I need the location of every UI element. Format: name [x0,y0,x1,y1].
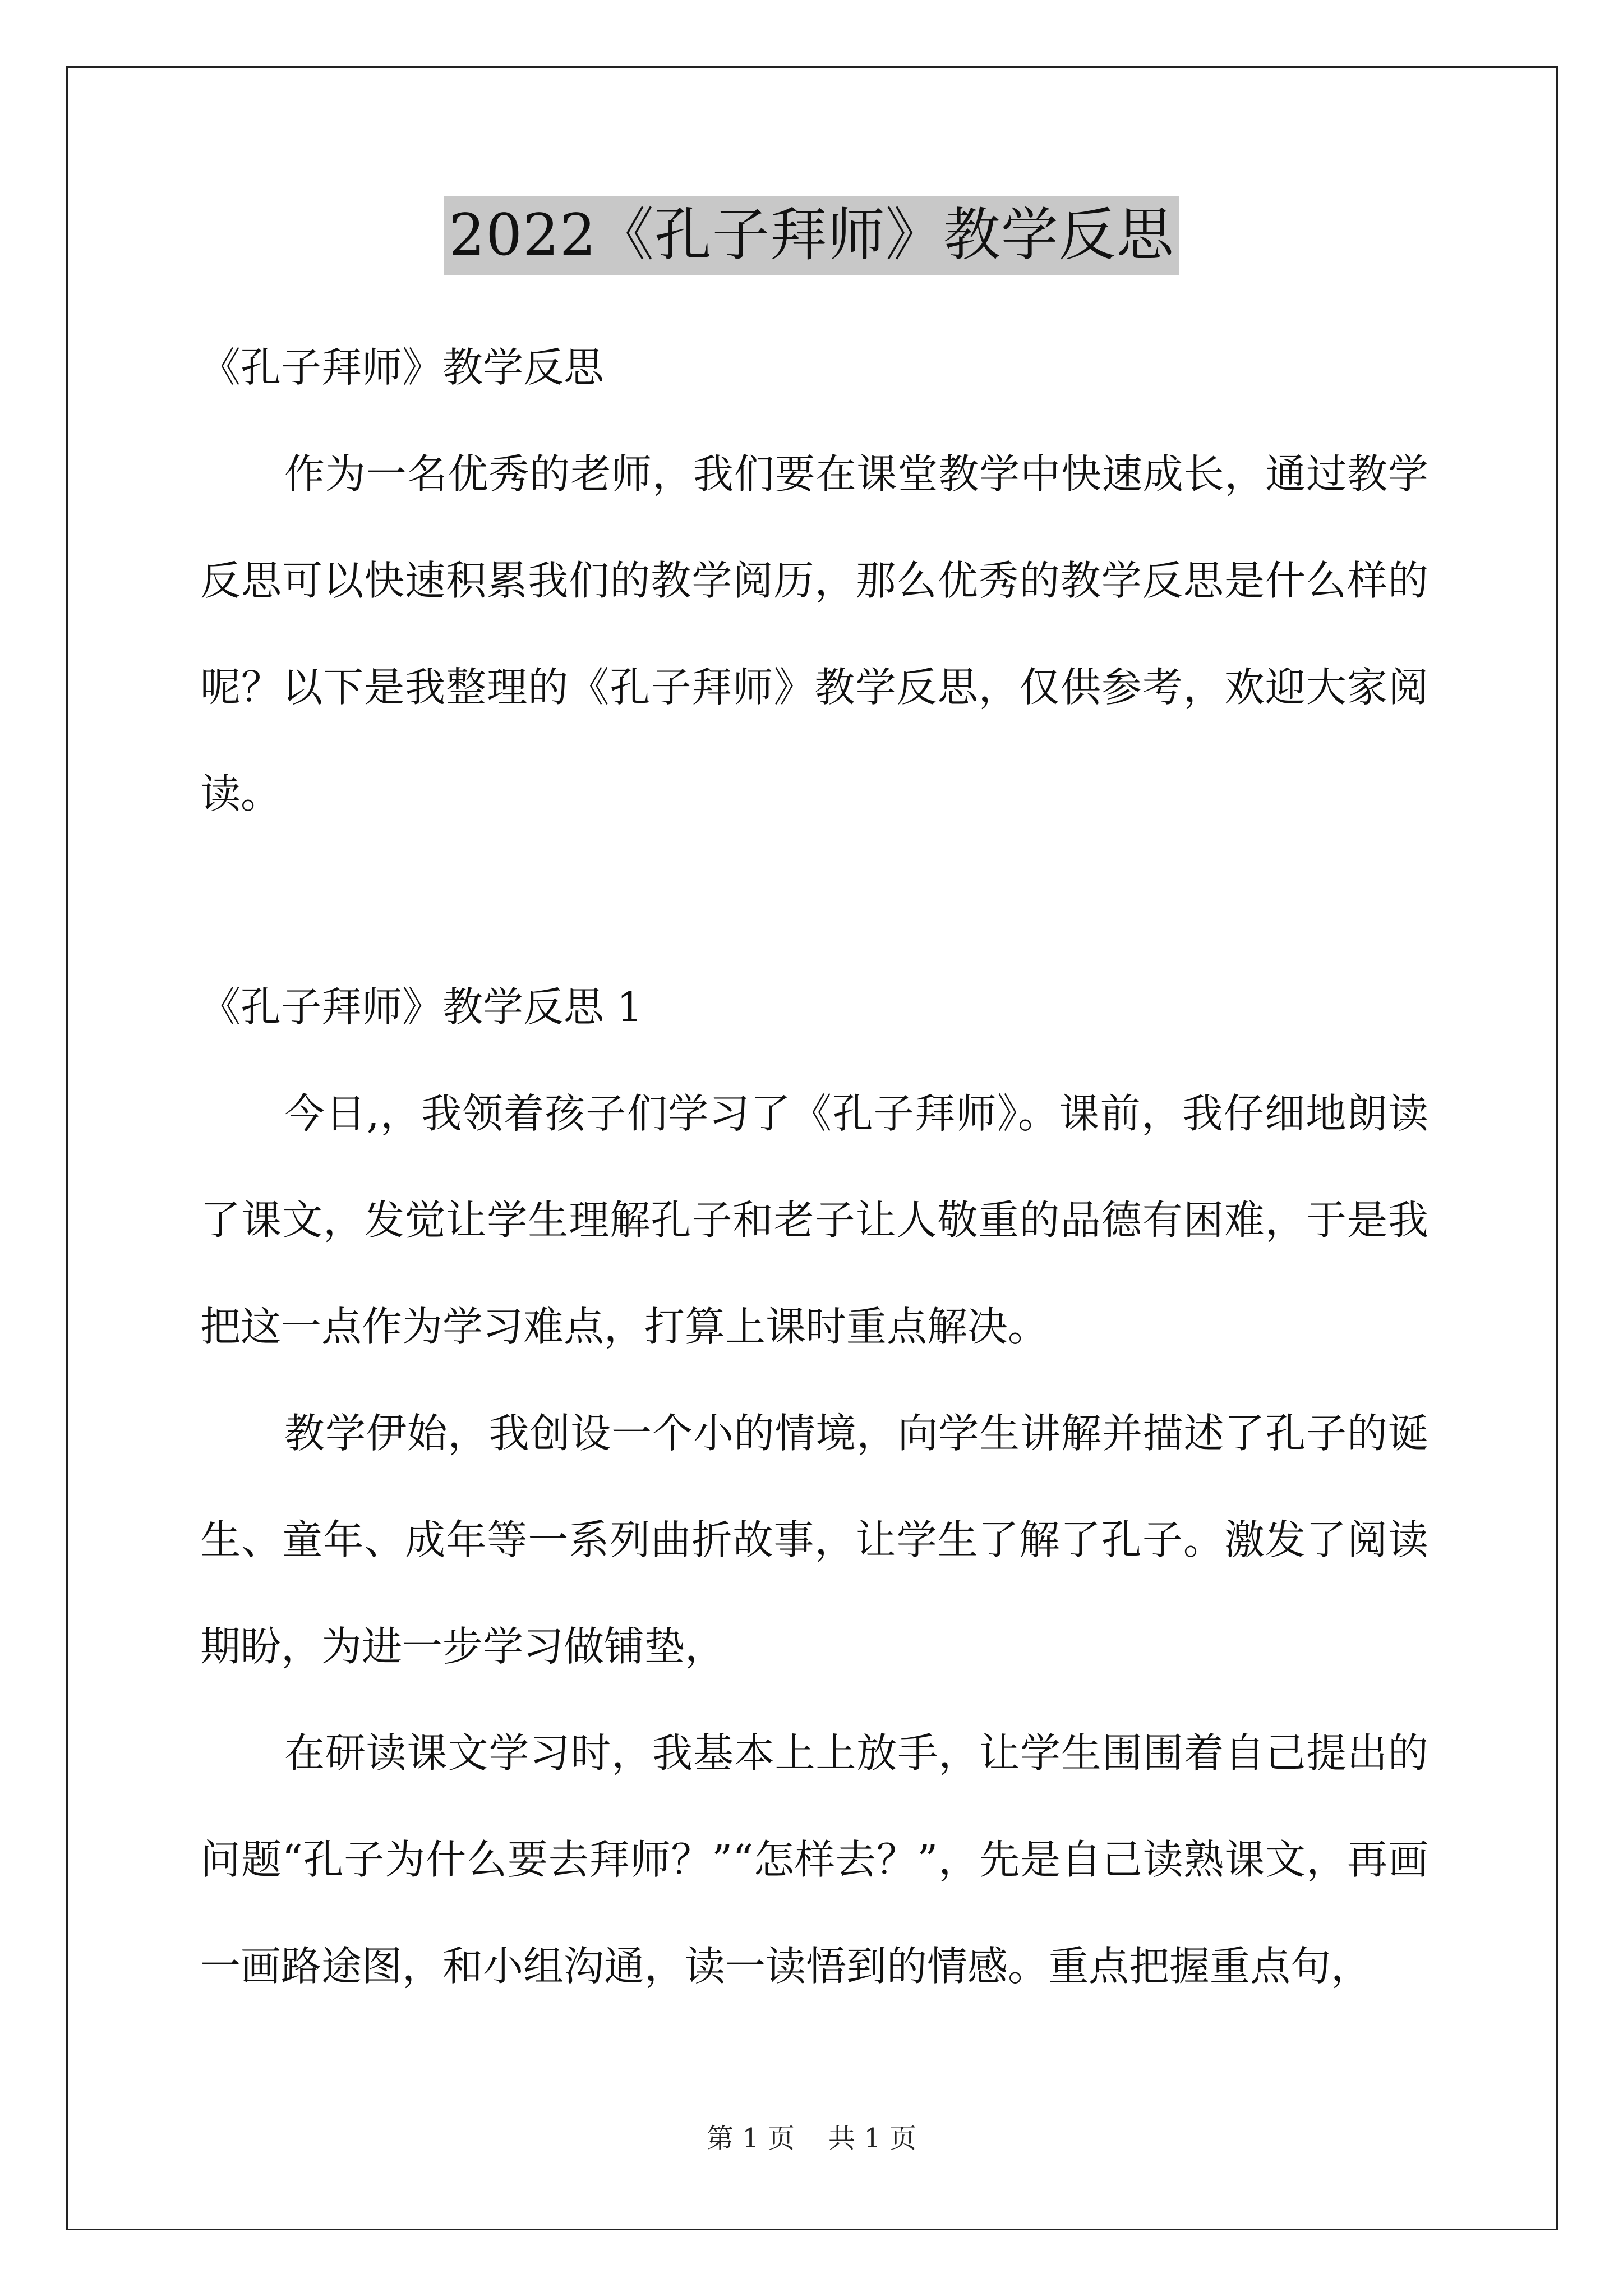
body-paragraph-3: 在研读课文学习时，我基本上上放手，让学生围围着自己提出的问题“孔子为什么要去拜师？”“怎样去？”，先是自己读熟课文，再画一画路途图，和小组沟通，读一读悟到的情感。重点把握重点句， [200,1729,1428,1990]
page-footer [0,2122,1623,2155]
title-container [0,196,1623,275]
section-heading: 《孔子拜师》教学反思 1 [200,983,643,1030]
intro-heading: 《孔子拜师》教学反思 [200,344,605,391]
body-paragraph-1: 今日,，我领着孩子们学习了《孔子拜师》。课前，我仔细地朗读了课文，发觉让学生理解孔子和老子让人敬重的品德有困难，于是我把这一点作为学习难点，打算上课时重点解决。 [200,1090,1428,1350]
intro-paragraph: 作为一名优秀的老师，我们要在课堂教学中快速成长，通过教学反思可以快速积累我们的教学阅历，那么优秀的教学反思是什么样的呢？以下是我整理的《孔子拜师》教学反思，仅供参考，欢迎大家阅读。 [200,450,1428,817]
document-title: 2022《孔子拜师》教学反思 [444,196,1179,275]
page-number-total: 共 1 页 [828,2123,917,2154]
document-body [200,314,1428,2019]
page-number-current: 第 1 页 [706,2123,795,2154]
body-paragraph-2: 教学伊始，我创设一个小的情境，向学生讲解并描述了孔子的诞生、童年、成年等一系列曲折故事，让学生了解了孔子。激发了阅读期盼，为进一步学习做铺垫， [200,1410,1428,1670]
section-spacer [200,847,1428,954]
